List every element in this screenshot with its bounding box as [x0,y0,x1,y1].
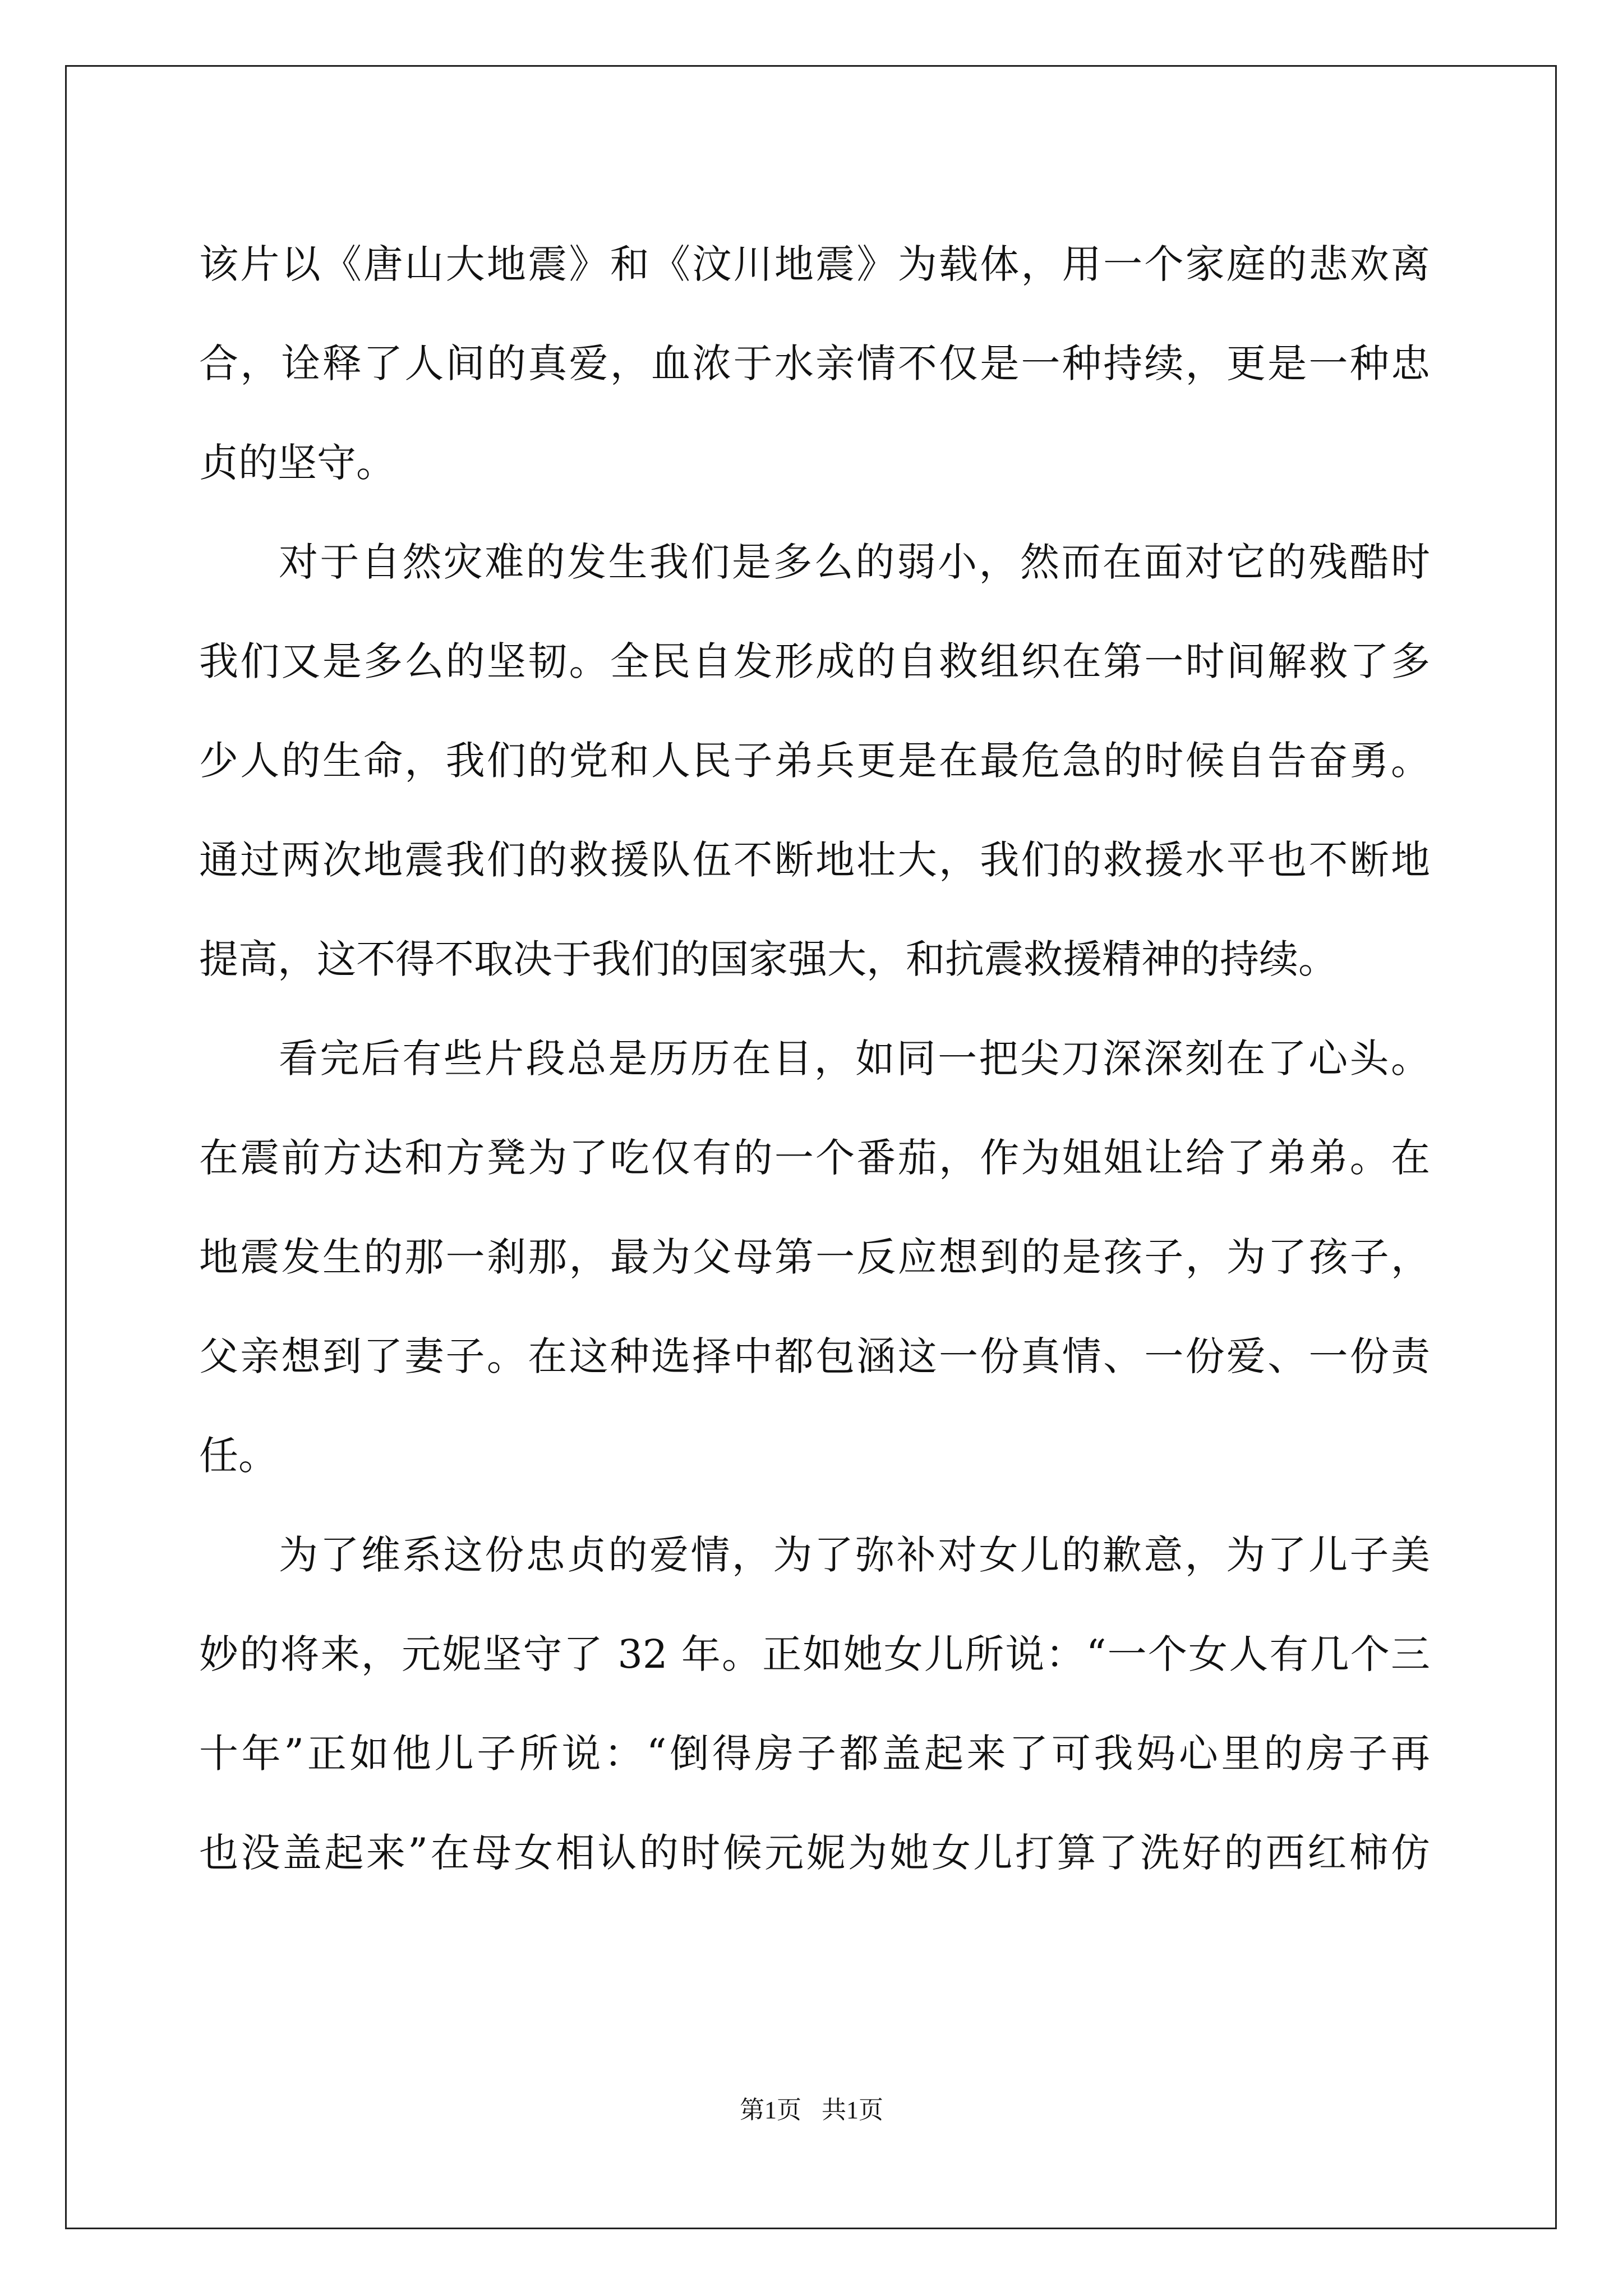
text-line: 看完后有些片段总是历历在目，如同一把尖刀深深刻在了心头。 [279,1036,1430,1082]
text-line: 对于自然灾难的发生我们是多么的弱小，然而在面对它的残酷时 [279,539,1430,585]
text-line: 父亲想到了妻子。在这种选择中都包涵这一份真情、一份爱、一份责 [199,1333,1430,1379]
text-line: 提高，这不得不取决于我们的国家强大，和抗震救援精神的持续。 [199,936,1338,982]
text-line: 为了维系这份忠贞的爱情，为了弥补对女儿的歉意，为了儿子美 [279,1532,1430,1578]
text-line: 任。 [199,1433,278,1479]
page-footer [0,2093,1623,2127]
text-line: 我们又是多么的坚韧。全民自发形成的自救组织在第一时间解救了多 [199,638,1430,684]
text-line: 地震发生的那一刹那，最为父母第一反应想到的是孩子，为了孩子， [199,1234,1430,1280]
page-number: 第1页 [740,2096,801,2124]
text-line: 少人的生命，我们的党和人民子弟兵更是在最危急的时候自告奋勇。 [199,738,1430,784]
total-pages: 共1页 [822,2096,883,2124]
text-line: 也没盖起来”在母女相认的时候元妮为她女儿打算了洗好的西红柿仿 [199,1830,1430,1876]
text-line: 贞的坚守。 [199,440,395,486]
text-line: 在震前方达和方凳为了吃仅有的一个番茄，作为姐姐让给了弟弟。在 [199,1135,1430,1181]
text-line: 十年”正如他儿子所说：“倒得房子都盖起来了可我妈心里的房子再 [199,1731,1430,1777]
text-line: 通过两次地震我们的救援队伍不断地壮大，我们的救援水平也不断地 [199,837,1430,883]
document-body [199,215,1430,1903]
text-line: 妙的将来，元妮坚守了 32 年。正如她女儿所说：“一个女人有几个三 [199,1631,1430,1677]
text-line: 合，诠释了人间的真爱，血浓于水亲情不仅是一种持续，更是一种忠 [199,341,1430,386]
text-line: 该片以《唐山大地震》和《汶川地震》为载体，用一个家庭的悲欢离 [199,241,1430,287]
